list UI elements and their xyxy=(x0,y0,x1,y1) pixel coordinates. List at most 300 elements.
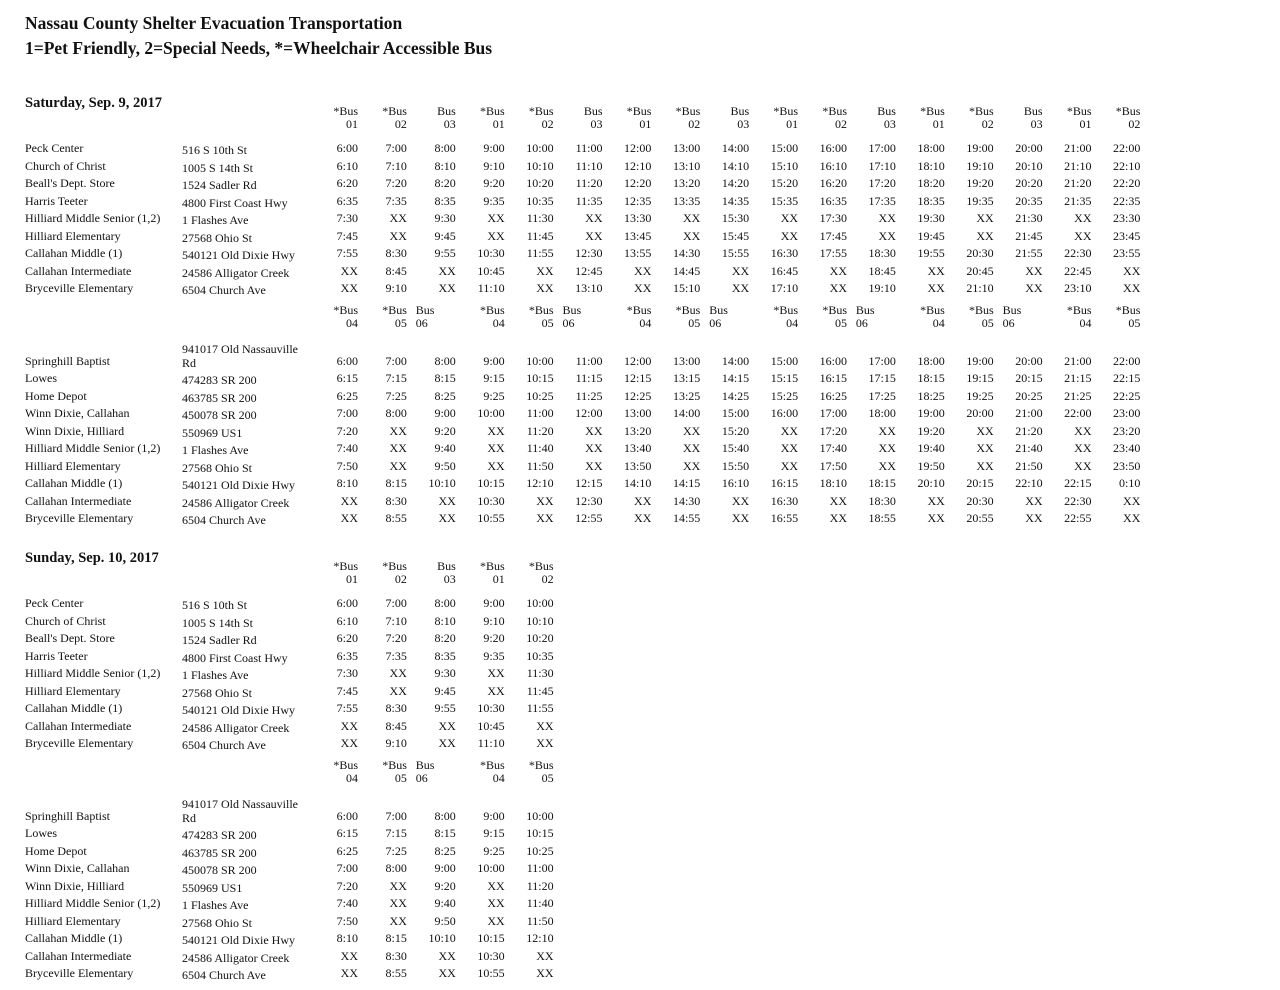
departure-time: 20:30 xyxy=(966,246,994,260)
departure-time: XX xyxy=(1025,281,1043,295)
bus-label: *Bus xyxy=(773,104,799,118)
bus-number: 03 xyxy=(590,117,603,131)
departure-time: 12:25 xyxy=(624,388,652,403)
departure-time: 14:35 xyxy=(721,193,750,208)
table-row xyxy=(0,895,1280,913)
departure-time: 14:15 xyxy=(721,371,750,385)
departure-time: 8:15 xyxy=(385,476,407,490)
departure-time: 16:25 xyxy=(819,388,847,403)
departure-time: 13:10 xyxy=(575,281,603,295)
stop-name: Lowes xyxy=(25,371,57,385)
stop-address: 27568 Ohio St xyxy=(182,460,253,475)
bus-column-header xyxy=(752,105,798,131)
departure-time: 11:25 xyxy=(575,388,603,403)
bus-label: *Bus xyxy=(920,104,945,118)
departure-time: 15:20 xyxy=(721,423,750,438)
departure-time: 9:50 xyxy=(434,913,456,928)
bus-column-header xyxy=(312,304,358,330)
departure-time: 9:55 xyxy=(434,701,456,715)
stop-address: 516 S 10th St xyxy=(182,143,248,157)
bus-number: 05 xyxy=(981,316,994,330)
departure-time: 11:50 xyxy=(526,913,554,928)
departure-time: XX xyxy=(340,493,358,508)
stop-address: 463785 SR 200 xyxy=(182,845,257,860)
bus-label: *Bus xyxy=(528,303,554,317)
departure-time: 12:10 xyxy=(526,476,554,490)
departure-time: 6:35 xyxy=(336,193,358,208)
departure-time: 10:10 xyxy=(526,158,554,173)
departure-time: 13:45 xyxy=(624,228,652,243)
stop-name: Winn Dixie, Callahan xyxy=(25,406,130,420)
departure-time: 17:55 xyxy=(819,246,847,260)
departure-time: 23:10 xyxy=(1064,281,1092,295)
bus-label: *Bus xyxy=(382,758,407,772)
stop-address: 24586 Alligator Creek xyxy=(182,495,290,510)
bus-number: 02 xyxy=(981,117,994,131)
departure-time: 15:40 xyxy=(721,441,750,455)
departure-time: 11:30 xyxy=(526,211,554,225)
departure-time: 8:25 xyxy=(434,388,456,403)
departure-time: 7:10 xyxy=(385,613,407,628)
departure-time: 14:25 xyxy=(721,388,750,403)
stop-name: Home Depot xyxy=(25,388,87,403)
departure-time: XX xyxy=(976,441,994,455)
departure-time: 11:30 xyxy=(526,666,554,680)
departure-time: XX xyxy=(731,263,750,278)
bus-label: *Bus xyxy=(1115,104,1141,118)
departure-time: 17:20 xyxy=(868,176,896,190)
departure-time: 15:50 xyxy=(721,458,750,473)
departure-time: 11:00 xyxy=(526,406,554,420)
departure-time: 10:35 xyxy=(526,648,554,663)
departure-time: 10:30 xyxy=(477,701,505,715)
departure-time: 8:10 xyxy=(434,613,456,628)
departure-time: 11:50 xyxy=(526,458,554,473)
departure-time: 23:50 xyxy=(1113,458,1141,473)
departure-time: XX xyxy=(731,511,750,525)
departure-time: 21:30 xyxy=(1015,211,1043,225)
departure-time: 16:15 xyxy=(819,371,847,385)
departure-time: 12:15 xyxy=(575,476,603,490)
departure-time: 8:10 xyxy=(336,476,358,490)
departure-time: 19:00 xyxy=(966,141,994,155)
stop-address: 6504 Church Ave xyxy=(182,513,266,527)
bus-column-header xyxy=(1094,105,1140,131)
departure-time: 19:30 xyxy=(917,211,945,225)
departure-time: XX xyxy=(1123,493,1141,508)
departure-time: 12:00 xyxy=(624,353,652,368)
departure-time: 15:45 xyxy=(721,228,750,243)
bus-column-header xyxy=(752,304,798,330)
stop-name: Peck Center xyxy=(25,141,84,155)
departure-time: 10:10 xyxy=(526,613,554,628)
departure-time: 11:40 xyxy=(526,441,554,455)
bus-column-header xyxy=(410,560,456,586)
bus-column-header xyxy=(361,759,407,785)
bus-column-header xyxy=(948,304,994,330)
bus-column-header xyxy=(850,105,896,131)
table-row xyxy=(0,630,1280,648)
departure-time: 18:30 xyxy=(868,246,896,260)
departure-time: 8:45 xyxy=(385,718,407,733)
departure-time: 6:00 xyxy=(336,353,358,368)
departure-time: 11:10 xyxy=(477,736,505,750)
bus-number: 05 xyxy=(394,316,407,330)
table-row xyxy=(0,665,1280,683)
departure-time: 17:00 xyxy=(819,406,847,420)
departure-time: 17:10 xyxy=(868,158,896,173)
departure-time: XX xyxy=(976,211,994,225)
stop-name: Hilliard Elementary xyxy=(25,683,121,698)
departure-time: XX xyxy=(976,458,994,473)
departure-time: XX xyxy=(536,263,554,278)
stop-rows xyxy=(0,595,1280,753)
departure-time: XX xyxy=(585,228,603,243)
departure-time: 9:00 xyxy=(483,141,505,155)
bus-number: 04 xyxy=(346,771,358,785)
departure-time: 21:40 xyxy=(1015,441,1043,455)
departure-time: 17:35 xyxy=(868,193,896,208)
departure-time: XX xyxy=(536,736,554,750)
table-row xyxy=(0,493,1280,511)
departure-time: 18:15 xyxy=(917,371,945,385)
departure-time: 23:45 xyxy=(1113,228,1141,243)
departure-time: 7:50 xyxy=(336,913,358,928)
departure-time: 7:35 xyxy=(385,193,407,208)
stop-address: 540121 Old Dixie Hwy xyxy=(182,248,295,262)
departure-time: XX xyxy=(1074,211,1092,225)
table-row xyxy=(0,140,1280,158)
departure-time: 17:15 xyxy=(868,371,896,385)
bus-column-header xyxy=(557,105,603,131)
departure-time: 6:15 xyxy=(336,826,358,840)
departure-time: 14:30 xyxy=(672,493,701,508)
table-row xyxy=(0,825,1280,843)
stop-address: 1 Flashes Ave xyxy=(182,213,249,227)
departure-time: 16:55 xyxy=(770,511,799,525)
departure-time: 22:00 xyxy=(1113,141,1141,155)
departure-time: 9:10 xyxy=(385,736,407,750)
departure-time: XX xyxy=(1025,493,1043,508)
departure-time: 8:10 xyxy=(336,931,358,945)
departure-time: XX xyxy=(487,913,505,928)
departure-time: 17:40 xyxy=(819,441,847,455)
departure-time: 14:00 xyxy=(672,406,701,420)
departure-time: 18:30 xyxy=(868,493,896,508)
departure-time: 16:30 xyxy=(770,246,799,260)
departure-time: 19:10 xyxy=(966,158,994,173)
bus-label: Bus xyxy=(855,303,875,317)
departure-time: 12:30 xyxy=(575,246,603,260)
departure-time: 10:55 xyxy=(477,511,505,525)
departure-time: XX xyxy=(878,228,896,243)
departure-time: 12:55 xyxy=(575,511,603,525)
departure-time: 11:20 xyxy=(575,176,603,190)
departure-time: 11:00 xyxy=(575,353,603,368)
stop-name: Beall's Dept. Store xyxy=(25,176,115,190)
departure-time: 22:00 xyxy=(1113,353,1141,368)
departure-time: 20:15 xyxy=(1015,371,1043,385)
bus-label: Bus xyxy=(583,104,603,118)
title-line-2: 1=Pet Friendly, 2=Special Needs, *=Wheelchair Accessible Bus xyxy=(25,38,493,58)
departure-time: XX xyxy=(1074,458,1092,473)
departure-time: 9:10 xyxy=(483,158,505,173)
bus-label: *Bus xyxy=(1066,104,1092,118)
day-title: Saturday, Sep. 9, 2017 xyxy=(25,95,162,111)
departure-time: 20:10 xyxy=(917,476,945,490)
bus-column-header xyxy=(459,759,505,785)
table-row xyxy=(0,370,1280,388)
departure-time: 10:00 xyxy=(526,141,554,155)
departure-time: 23:30 xyxy=(1113,211,1141,225)
stop-address: 27568 Ohio St xyxy=(182,915,253,930)
table-row xyxy=(0,965,1280,983)
departure-time: 19:20 xyxy=(966,176,994,190)
departure-time: 13:15 xyxy=(672,371,701,385)
departure-time: 22:15 xyxy=(1064,476,1092,490)
departure-time: 10:10 xyxy=(428,476,456,490)
stop-name: Hilliard Elementary xyxy=(25,913,121,928)
bus-column-header xyxy=(459,560,505,586)
departure-time: 10:00 xyxy=(526,353,554,368)
bus-label: *Bus xyxy=(969,303,994,317)
stop-name: Church of Christ xyxy=(25,158,106,173)
departure-time: 9:45 xyxy=(434,228,456,243)
departure-time: XX xyxy=(438,281,456,295)
bus-number: 05 xyxy=(394,771,407,785)
bus-column-header xyxy=(361,105,407,131)
departure-time: 19:00 xyxy=(966,353,994,368)
departure-time: XX xyxy=(340,948,358,963)
departure-time: 20:45 xyxy=(966,263,994,278)
bus-column-header xyxy=(948,105,994,131)
departure-time: 16:15 xyxy=(770,476,799,490)
departure-time: 6:00 xyxy=(336,596,358,610)
bus-label: *Bus xyxy=(382,559,407,573)
departure-time: XX xyxy=(927,511,945,525)
bus-column-header xyxy=(361,560,407,586)
departure-time: XX xyxy=(829,263,847,278)
departure-time: 22:00 xyxy=(1064,406,1092,420)
bus-label: *Bus xyxy=(920,303,945,317)
departure-time: 10:00 xyxy=(477,861,505,875)
departure-time: 22:10 xyxy=(1113,158,1141,173)
departure-time: 8:55 xyxy=(385,511,407,525)
bus-column-header xyxy=(508,759,554,785)
departure-time: 9:30 xyxy=(434,666,456,680)
stop-address: 516 S 10th St xyxy=(182,598,248,612)
departure-time: 9:00 xyxy=(434,861,456,875)
stop-name: Hilliard Elementary xyxy=(25,228,121,243)
departure-time: 12:15 xyxy=(624,371,652,385)
stop-name: Springhill Baptist xyxy=(25,353,111,368)
bus-number: 04 xyxy=(786,316,799,330)
departure-time: 15:00 xyxy=(770,353,799,368)
table-row xyxy=(0,405,1280,423)
departure-time: 16:10 xyxy=(721,476,750,490)
departure-time: XX xyxy=(487,666,505,680)
stop-address: 1 Flashes Ave xyxy=(182,668,249,682)
departure-time: XX xyxy=(829,281,847,295)
departure-time: 19:35 xyxy=(966,193,994,208)
bus-number: 01 xyxy=(346,572,358,586)
departure-time: XX xyxy=(878,211,896,225)
departure-time: 15:00 xyxy=(721,406,750,420)
bus-column-header xyxy=(508,560,554,586)
departure-time: 11:10 xyxy=(477,281,505,295)
table-row xyxy=(0,510,1280,528)
departure-time: 21:00 xyxy=(1015,406,1043,420)
bus-label: *Bus xyxy=(333,303,358,317)
departure-time: 23:40 xyxy=(1113,441,1141,455)
bus-label: Bus xyxy=(437,559,456,573)
bus-number: 04 xyxy=(492,771,505,785)
departure-time: 8:35 xyxy=(434,193,456,208)
departure-time: 22:30 xyxy=(1064,246,1092,260)
departure-time: 8:25 xyxy=(434,843,456,858)
stop-name: Callahan Middle (1) xyxy=(25,701,123,715)
bus-number: 04 xyxy=(492,316,505,330)
bus-label: *Bus xyxy=(528,758,554,772)
departure-time: 7:20 xyxy=(336,423,358,438)
stop-name: Winn Dixie, Hilliard xyxy=(25,423,125,438)
stop-address: 540121 Old Dixie Hwy xyxy=(182,933,295,947)
departure-time: XX xyxy=(340,281,358,295)
departure-time: 9:35 xyxy=(483,193,505,208)
departure-time: 14:10 xyxy=(721,158,750,173)
bus-number: 03 xyxy=(443,572,456,586)
departure-time: 19:20 xyxy=(917,423,945,438)
departure-time: 7:55 xyxy=(336,701,358,715)
bus-number: 02 xyxy=(394,117,407,131)
departure-time: XX xyxy=(682,211,701,225)
stop-name: Bryceville Elementary xyxy=(25,736,134,750)
departure-time: 7:20 xyxy=(385,631,407,645)
departure-time: 14:10 xyxy=(624,476,652,490)
bus-label: *Bus xyxy=(675,303,701,317)
departure-time: 8:20 xyxy=(434,631,456,645)
stop-name: Springhill Baptist xyxy=(25,808,111,823)
departure-time: XX xyxy=(389,458,407,473)
bus-column-header xyxy=(312,759,358,785)
stop-address: 6504 Church Ave xyxy=(182,738,266,752)
departure-time: 8:00 xyxy=(434,808,456,823)
departure-time: XX xyxy=(878,423,896,438)
departure-time: 18:10 xyxy=(819,476,847,490)
departure-time: 14:00 xyxy=(721,353,750,368)
departure-time: 11:00 xyxy=(575,141,603,155)
departure-time: XX xyxy=(1074,441,1092,455)
bus-column-header xyxy=(605,105,651,131)
departure-time: 22:10 xyxy=(1015,476,1043,490)
departure-time: 10:15 xyxy=(526,826,554,840)
departure-time: 9:15 xyxy=(483,371,505,385)
bus-column-header xyxy=(508,105,554,131)
departure-time: 13:00 xyxy=(672,353,701,368)
stop-name: Callahan Intermediate xyxy=(25,948,132,963)
departure-time: XX xyxy=(487,211,505,225)
departure-time: 9:00 xyxy=(483,353,505,368)
departure-time: 7:45 xyxy=(336,683,358,698)
departure-time: XX xyxy=(438,718,456,733)
bus-column-header xyxy=(899,105,945,131)
departure-time: 18:25 xyxy=(917,388,945,403)
departure-time: 21:25 xyxy=(1064,388,1092,403)
bus-header-row xyxy=(0,105,1280,135)
departure-time: 15:10 xyxy=(672,281,701,295)
table-row xyxy=(0,595,1280,613)
table-row xyxy=(0,388,1280,406)
departure-time: XX xyxy=(731,281,750,295)
departure-time: 12:00 xyxy=(624,141,652,155)
departure-time: 7:15 xyxy=(385,826,407,840)
departure-time: 10:00 xyxy=(526,596,554,610)
departure-time: 21:00 xyxy=(1064,353,1092,368)
stop-address: 941017 Old Nassauville Rd xyxy=(182,797,298,825)
departure-time: 17:30 xyxy=(819,211,847,225)
stop-address: 941017 Old Nassauville Rd xyxy=(182,342,298,370)
stop-name: Hilliard Middle Senior (1,2) xyxy=(25,441,161,455)
departure-time: XX xyxy=(389,441,407,455)
departure-time: 8:10 xyxy=(434,158,456,173)
bus-column-header xyxy=(997,105,1043,131)
stop-name: Hilliard Middle Senior (1,2) xyxy=(25,211,161,225)
table-row xyxy=(0,263,1280,281)
bus-label: *Bus xyxy=(969,104,994,118)
departure-time: XX xyxy=(487,423,505,438)
departure-time: 23:00 xyxy=(1113,406,1141,420)
bus-column-header xyxy=(899,304,945,330)
departure-time: 14:15 xyxy=(672,476,701,490)
departure-time: 21:10 xyxy=(1064,158,1092,173)
departure-time: 18:45 xyxy=(868,263,896,278)
departure-time: 8:00 xyxy=(385,861,407,875)
stop-name: Church of Christ xyxy=(25,613,106,628)
departure-time: 14:45 xyxy=(672,263,701,278)
departure-time: XX xyxy=(389,896,407,910)
departure-time: 9:25 xyxy=(483,388,505,403)
departure-time: 9:25 xyxy=(483,843,505,858)
bus-column-header xyxy=(801,105,847,131)
bus-label: *Bus xyxy=(1115,303,1141,317)
departure-time: XX xyxy=(487,878,505,893)
bus-number: 02 xyxy=(835,117,847,131)
departure-time: 7:20 xyxy=(385,176,407,190)
bus-column-header xyxy=(654,105,700,131)
departure-time: 14:20 xyxy=(721,176,750,190)
stop-name: Callahan Middle (1) xyxy=(25,931,123,945)
departure-time: 9:20 xyxy=(434,423,456,438)
bus-number: 04 xyxy=(346,316,358,330)
bus-number: 02 xyxy=(541,117,554,131)
bus-column-header xyxy=(1046,304,1092,330)
departure-time: 13:20 xyxy=(624,423,652,438)
bus-label: Bus xyxy=(1023,104,1043,118)
departure-time: 7:50 xyxy=(336,458,358,473)
departure-time: XX xyxy=(536,966,554,980)
bus-number: 06 xyxy=(415,771,428,785)
bus-label: *Bus xyxy=(382,303,407,317)
departure-time: 6:15 xyxy=(336,371,358,385)
departure-time: XX xyxy=(1074,228,1092,243)
bus-label: Bus xyxy=(415,303,435,317)
departure-time: 9:00 xyxy=(483,808,505,823)
departure-time: 10:30 xyxy=(477,948,505,963)
departure-time: 20:00 xyxy=(966,406,994,420)
departure-time: 13:40 xyxy=(624,441,652,455)
departure-time: 12:10 xyxy=(624,158,652,173)
departure-time: 20:55 xyxy=(966,511,994,525)
